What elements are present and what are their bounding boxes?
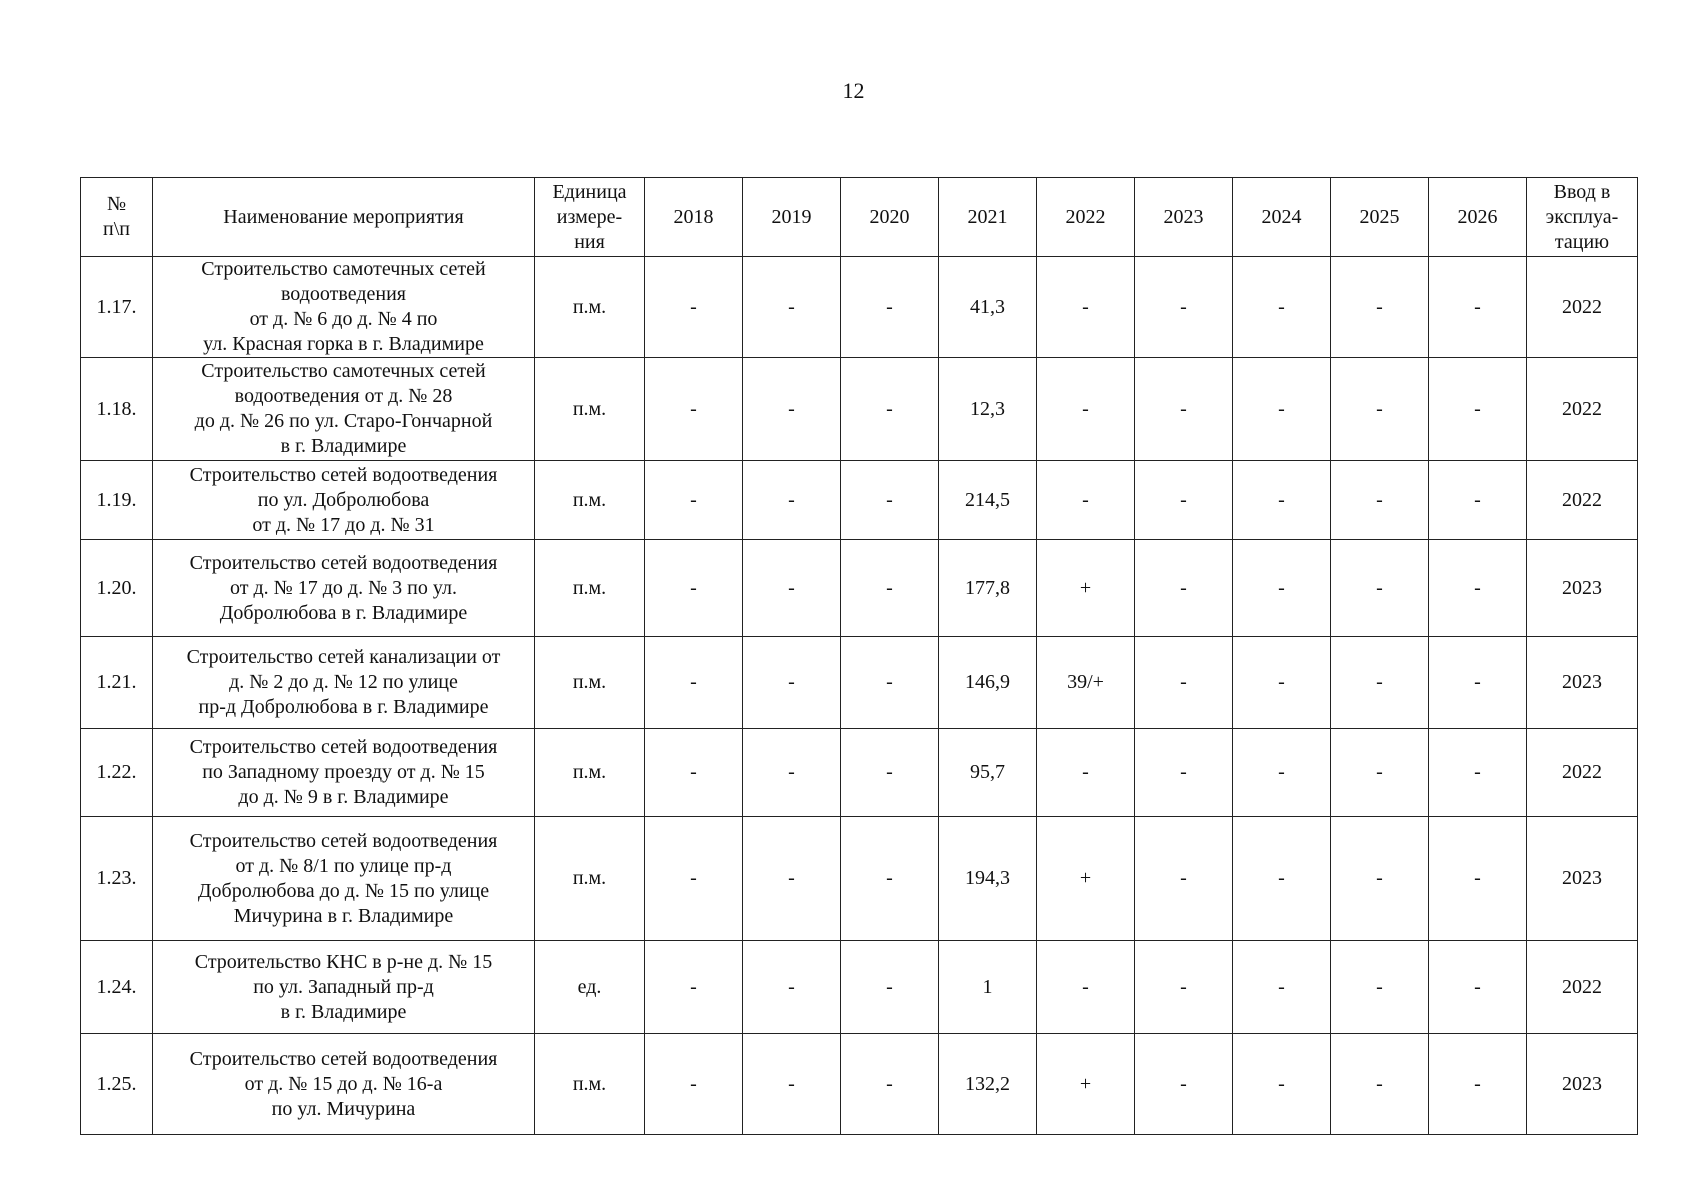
row-value-2020: - — [841, 257, 939, 358]
row-unit: п.м. — [535, 729, 645, 817]
header-unit: Единица измере- ния — [535, 178, 645, 257]
row-value-2023: - — [1135, 540, 1233, 637]
row-name: Строительство сетей водоотведения по Западному проезду от д. № 15 до д. № 9 в г. Владимире — [153, 729, 535, 817]
row-name: Строительство сетей водоотведения от д. № 17 до д. № 3 по ул. Добролюбова в г. Владимире — [153, 540, 535, 637]
row-num: 1.20. — [81, 540, 153, 637]
row-value-2018: - — [645, 461, 743, 540]
row-value-2025: - — [1331, 637, 1429, 729]
row-value-2018: - — [645, 540, 743, 637]
row-value-2018: - — [645, 941, 743, 1034]
row-commission: 2022 — [1527, 358, 1638, 461]
row-num: 1.18. — [81, 358, 153, 461]
row-num: 1.17. — [81, 257, 153, 358]
row-value-2025: - — [1331, 1034, 1429, 1135]
row-value-2019: - — [743, 729, 841, 817]
row-value-2026: - — [1429, 257, 1527, 358]
row-value-2024: - — [1233, 257, 1331, 358]
row-name: Строительство сетей водоотведения от д. № 8/1 по улице пр-д Добролюбова до д. № 15 по улице Мичурина в г. Владимире — [153, 817, 535, 941]
row-value-2019: - — [743, 358, 841, 461]
row-value-2026: - — [1429, 729, 1527, 817]
page-number: 12 — [842, 78, 865, 103]
row-value-2021: 146,9 — [939, 637, 1037, 729]
row-unit: п.м. — [535, 817, 645, 941]
row-value-2023: - — [1135, 461, 1233, 540]
row-value-2024: - — [1233, 941, 1331, 1034]
row-unit: п.м. — [535, 358, 645, 461]
row-name: Строительство самотечных сетей водоотведения от д. № 28 до д. № 26 по ул. Старо-Гончарной в г. Владимире — [153, 358, 535, 461]
row-value-2023: - — [1135, 729, 1233, 817]
row-value-2026: - — [1429, 540, 1527, 637]
row-value-2021: 12,3 — [939, 358, 1037, 461]
row-commission: 2022 — [1527, 257, 1638, 358]
table-row — [81, 461, 1638, 540]
measures-table — [80, 177, 1638, 1135]
header-num: № п\п — [81, 178, 153, 257]
row-value-2020: - — [841, 540, 939, 637]
row-value-2024: - — [1233, 461, 1331, 540]
row-commission: 2023 — [1527, 817, 1638, 941]
row-value-2022: + — [1037, 1034, 1135, 1135]
row-value-2022: - — [1037, 941, 1135, 1034]
row-value-2023: - — [1135, 358, 1233, 461]
row-value-2019: - — [743, 257, 841, 358]
row-value-2025: - — [1331, 941, 1429, 1034]
row-name: Строительство сетей канализации от д. № 2 до д. № 12 по улице пр-д Добролюбова в г. Владимире — [153, 637, 535, 729]
row-value-2020: - — [841, 637, 939, 729]
row-value-2020: - — [841, 817, 939, 941]
row-commission: 2023 — [1527, 540, 1638, 637]
row-name: Строительство сетей водоотведения от д. № 15 до д. № 16-а по ул. Мичурина — [153, 1034, 535, 1135]
row-value-2022: - — [1037, 461, 1135, 540]
header-year-2022: 2022 — [1037, 178, 1135, 257]
row-num: 1.19. — [81, 461, 153, 540]
row-value-2019: - — [743, 1034, 841, 1135]
row-value-2018: - — [645, 817, 743, 941]
row-value-2022: 39/+ — [1037, 637, 1135, 729]
row-value-2025: - — [1331, 729, 1429, 817]
row-value-2024: - — [1233, 358, 1331, 461]
row-commission: 2022 — [1527, 729, 1638, 817]
header-name: Наименование мероприятия — [153, 178, 535, 257]
row-value-2021: 177,8 — [939, 540, 1037, 637]
row-commission: 2022 — [1527, 941, 1638, 1034]
row-value-2021: 95,7 — [939, 729, 1037, 817]
row-value-2018: - — [645, 257, 743, 358]
table-row — [81, 637, 1638, 729]
row-value-2018: - — [645, 637, 743, 729]
table-row — [81, 729, 1638, 817]
row-value-2023: - — [1135, 257, 1233, 358]
row-value-2022: + — [1037, 817, 1135, 941]
table-row — [81, 540, 1638, 637]
row-value-2025: - — [1331, 257, 1429, 358]
row-num: 1.25. — [81, 1034, 153, 1135]
row-value-2025: - — [1331, 461, 1429, 540]
row-value-2019: - — [743, 461, 841, 540]
row-value-2023: - — [1135, 1034, 1233, 1135]
row-commission: 2022 — [1527, 461, 1638, 540]
row-value-2018: - — [645, 1034, 743, 1135]
row-value-2018: - — [645, 729, 743, 817]
row-value-2025: - — [1331, 540, 1429, 637]
row-value-2019: - — [743, 817, 841, 941]
row-value-2025: - — [1331, 817, 1429, 941]
table-header — [81, 178, 1638, 257]
row-value-2018: - — [645, 358, 743, 461]
row-value-2019: - — [743, 941, 841, 1034]
header-year-2023: 2023 — [1135, 178, 1233, 257]
row-unit: п.м. — [535, 540, 645, 637]
header-row — [81, 178, 1638, 257]
header-year-2019: 2019 — [743, 178, 841, 257]
row-num: 1.22. — [81, 729, 153, 817]
row-value-2021: 1 — [939, 941, 1037, 1034]
header-year-2021: 2021 — [939, 178, 1037, 257]
row-num: 1.24. — [81, 941, 153, 1034]
table-row — [81, 1034, 1638, 1135]
table-body — [81, 257, 1638, 1135]
row-value-2019: - — [743, 540, 841, 637]
row-value-2019: - — [743, 637, 841, 729]
row-value-2026: - — [1429, 358, 1527, 461]
row-value-2025: - — [1331, 358, 1429, 461]
header-commission: Ввод в эксплуа- тацию — [1527, 178, 1638, 257]
row-unit: ед. — [535, 941, 645, 1034]
row-value-2020: - — [841, 941, 939, 1034]
row-value-2022: - — [1037, 729, 1135, 817]
row-value-2026: - — [1429, 941, 1527, 1034]
row-value-2021: 214,5 — [939, 461, 1037, 540]
row-value-2024: - — [1233, 540, 1331, 637]
table-row — [81, 817, 1638, 941]
row-value-2024: - — [1233, 729, 1331, 817]
row-num: 1.23. — [81, 817, 153, 941]
table-row — [81, 941, 1638, 1034]
row-value-2020: - — [841, 358, 939, 461]
row-value-2024: - — [1233, 1034, 1331, 1135]
row-num: 1.21. — [81, 637, 153, 729]
row-value-2023: - — [1135, 817, 1233, 941]
row-value-2022: - — [1037, 358, 1135, 461]
row-value-2026: - — [1429, 637, 1527, 729]
table-row — [81, 358, 1638, 461]
row-value-2020: - — [841, 461, 939, 540]
header-year-2026: 2026 — [1429, 178, 1527, 257]
row-value-2020: - — [841, 729, 939, 817]
row-value-2024: - — [1233, 817, 1331, 941]
table-row — [81, 257, 1638, 358]
row-value-2022: - — [1037, 257, 1135, 358]
row-value-2024: - — [1233, 637, 1331, 729]
row-commission: 2023 — [1527, 637, 1638, 729]
row-value-2026: - — [1429, 817, 1527, 941]
row-value-2021: 194,3 — [939, 817, 1037, 941]
row-value-2020: - — [841, 1034, 939, 1135]
row-name: Строительство КНС в р-не д. № 15 по ул. Западный пр-д в г. Владимире — [153, 941, 535, 1034]
row-name: Строительство сетей водоотведения по ул. Добролюбова от д. № 17 до д. № 31 — [153, 461, 535, 540]
row-commission: 2023 — [1527, 1034, 1638, 1135]
row-value-2026: - — [1429, 461, 1527, 540]
row-unit: п.м. — [535, 1034, 645, 1135]
row-value-2026: - — [1429, 1034, 1527, 1135]
row-value-2023: - — [1135, 941, 1233, 1034]
row-unit: п.м. — [535, 257, 645, 358]
header-year-2025: 2025 — [1331, 178, 1429, 257]
row-unit: п.м. — [535, 637, 645, 729]
header-year-2020: 2020 — [841, 178, 939, 257]
row-value-2021: 41,3 — [939, 257, 1037, 358]
row-unit: п.м. — [535, 461, 645, 540]
row-value-2023: - — [1135, 637, 1233, 729]
row-value-2021: 132,2 — [939, 1034, 1037, 1135]
header-year-2024: 2024 — [1233, 178, 1331, 257]
row-name: Строительство самотечных сетей водоотведения от д. № 6 до д. № 4 по ул. Красная горка в г. Владимире — [153, 257, 535, 358]
row-value-2022: + — [1037, 540, 1135, 637]
header-year-2018: 2018 — [645, 178, 743, 257]
